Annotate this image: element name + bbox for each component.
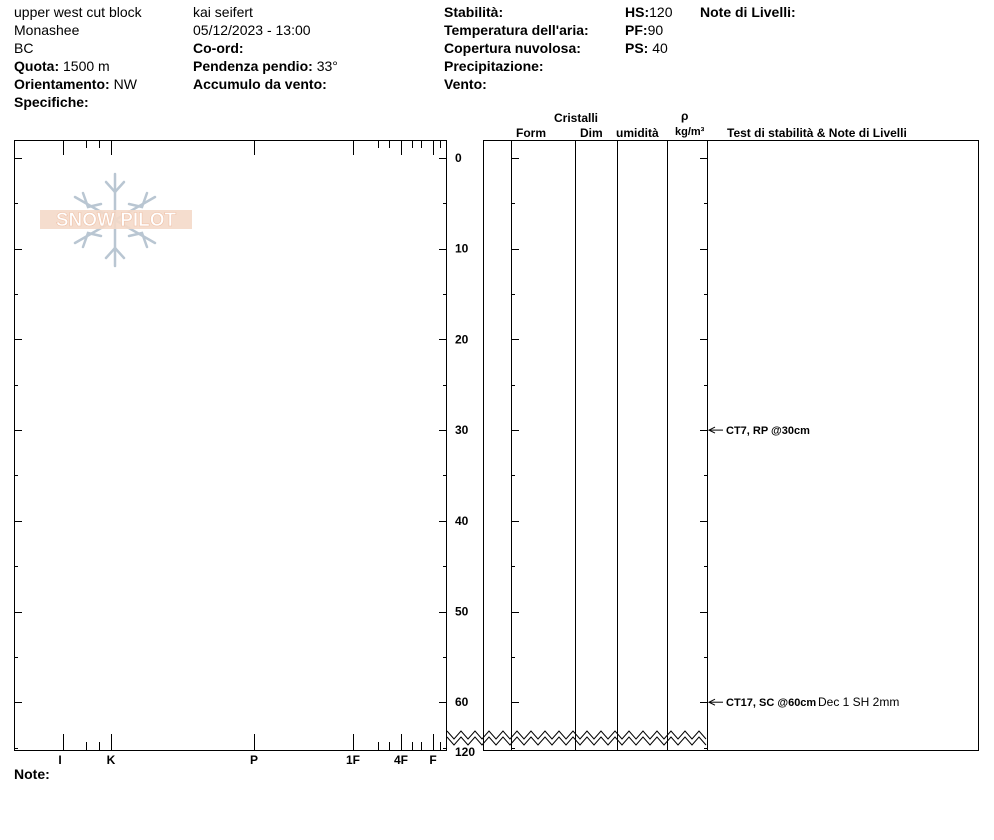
hardness-label: I: [58, 753, 62, 767]
range: Monashee: [14, 22, 80, 38]
depth-label: 20: [455, 332, 469, 347]
slope-label: Pendenza pendio:: [193, 58, 313, 74]
observer: kai seifert: [193, 4, 253, 20]
snowpilot-logo: [40, 174, 192, 266]
stability-test: [709, 695, 899, 709]
logo-text: SNOW PILOT: [55, 210, 177, 231]
notes-label: Note:: [14, 766, 50, 782]
pf-label: PF:: [625, 22, 648, 38]
elevation-label: Quota:: [14, 58, 60, 74]
size-header: Dim: [580, 126, 603, 140]
depth-label: 40: [455, 513, 469, 528]
depth-bottom-label: 120: [455, 745, 476, 759]
specifics-label: Specifiche:: [14, 94, 89, 110]
hardness-label: F: [429, 753, 437, 767]
wind-loading-label: Accumulo da vento:: [193, 76, 327, 92]
datetime: 05/12/2023 - 13:00: [193, 22, 311, 38]
ps-label: PS:: [625, 40, 649, 56]
test-label: CT17, SC @60cm: [726, 697, 817, 710]
stability-test: [709, 425, 810, 437]
hs-value: 120: [649, 4, 673, 20]
depth-label: 30: [455, 423, 469, 438]
form-header: Form: [516, 126, 546, 140]
slope-value: 33°: [316, 58, 338, 74]
depth-label: 10: [455, 241, 469, 256]
hs-label: HS:: [625, 4, 650, 20]
region: BC: [14, 40, 34, 56]
air-temp-label: Temperatura dell'aria:: [444, 22, 589, 38]
ps-value: 40: [652, 40, 668, 56]
test-note: Dec 1 SH 2mm: [818, 695, 900, 710]
depth-label: 60: [455, 695, 469, 710]
moisture-header: umidità: [616, 126, 659, 140]
wind-label: Vento:: [444, 76, 487, 92]
stability-label: Stabilità:: [444, 4, 504, 20]
hardness-label: 4F: [393, 753, 409, 767]
density-unit: kg/m³: [675, 126, 705, 138]
cloud-cover-label: Copertura nuvolosa:: [444, 40, 581, 56]
crystals-header: Cristalli: [554, 111, 599, 125]
aspect-label: Orientamento:: [14, 76, 110, 92]
location: upper west cut block: [14, 4, 142, 20]
hardness-label: P: [249, 753, 259, 767]
pf-value: 90: [647, 22, 664, 38]
elevation-value: 1500 m: [63, 58, 110, 74]
hardness-label: K: [106, 753, 116, 767]
coord-label: Co-ord:: [193, 40, 244, 56]
aspect-value: NW: [113, 76, 137, 92]
density-symbol: ρ: [681, 109, 689, 123]
depth-label: 50: [455, 604, 469, 619]
hardness-label: 1F: [345, 753, 361, 767]
depth-label: 0: [455, 151, 462, 165]
precip-label: Precipitazione:: [444, 58, 544, 74]
test-label: CT7, RP @30cm: [726, 425, 810, 438]
stability-notes-header: Test di stabilità & Note di Livelli: [727, 126, 907, 140]
layer-notes-label: Note di Livelli:: [700, 4, 796, 20]
